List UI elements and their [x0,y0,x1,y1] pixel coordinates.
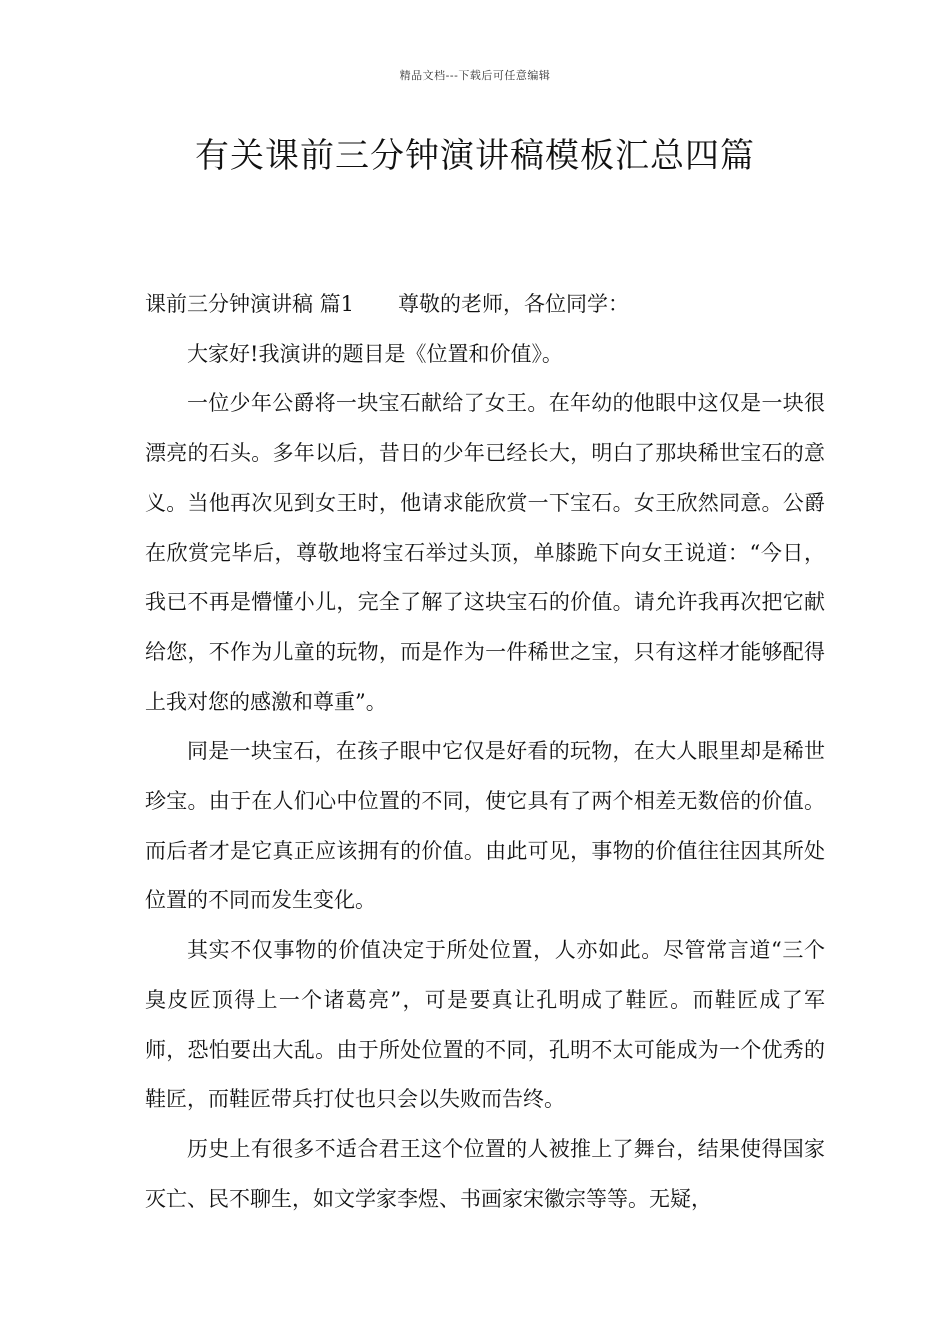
greeting: 尊敬的老师，各位同学： [398,292,630,316]
paragraph: 同是一块宝石，在孩子眼中它仅是好看的玩物，在大人眼里却是稀世珍宝。由于在人们心中位置的不同，使它具有了两个相差无数倍的价值。而后者才是它真正应该拥有的价值。由此可见，事物的价值往往因其所处位置的不同而发生变化。 [145,739,825,913]
section-heading: 课前三分钟演讲稿 篇1 [145,292,355,316]
paragraph: 大家好!我演讲的题目是《位置和价值》。 [187,341,563,366]
paragraph: 一位少年公爵将一块宝石献给了女王。在年幼的他眼中这仅是一块很漂亮的石头。多年以后，昔日的少年已经长大，明白了那块稀世宝石的意义。当他再次见到女王时，他请求能欣赏一下宝石。女王欣然同意。公爵在欣赏完毕后，尊敬地将宝石举过头顶，单膝跪下向女王说道：“今日，我已不再是懵懂小儿，完全了解了这块宝石的价值。请允许我再次把它献给您，不作为儿童的玩物，而是作为一件稀世之宝，只有这样才能够配得上我对您的感激和尊重”。 [145,391,825,714]
section-heading-line [145,280,825,330]
document-body [145,280,825,1224]
paragraph: 其实不仅事物的价值决定于所处位置，人亦如此。尽管常言道“三个臭皮匠顶得上一个诸葛亮”，可是要真让孔明成了鞋匠。而鞋匠成了军师，恐怕要出大乱。由于所处位置的不同，孔明不太可能成为一个优秀的鞋匠，而鞋匠带兵打仗也只会以失败而告终。 [145,938,825,1112]
header-note: 精品文档---下载后可任意编辑 [399,69,551,82]
paragraph: 历史上有很多不适合君王这个位置的人被推上了舞台，结果使得国家灭亡、民不聊生，如文学家李煜、书画家宋徽宗等等。无疑， [145,1136,825,1211]
document-title: 有关课前三分钟演讲稿模板汇总四篇 [195,136,755,176]
